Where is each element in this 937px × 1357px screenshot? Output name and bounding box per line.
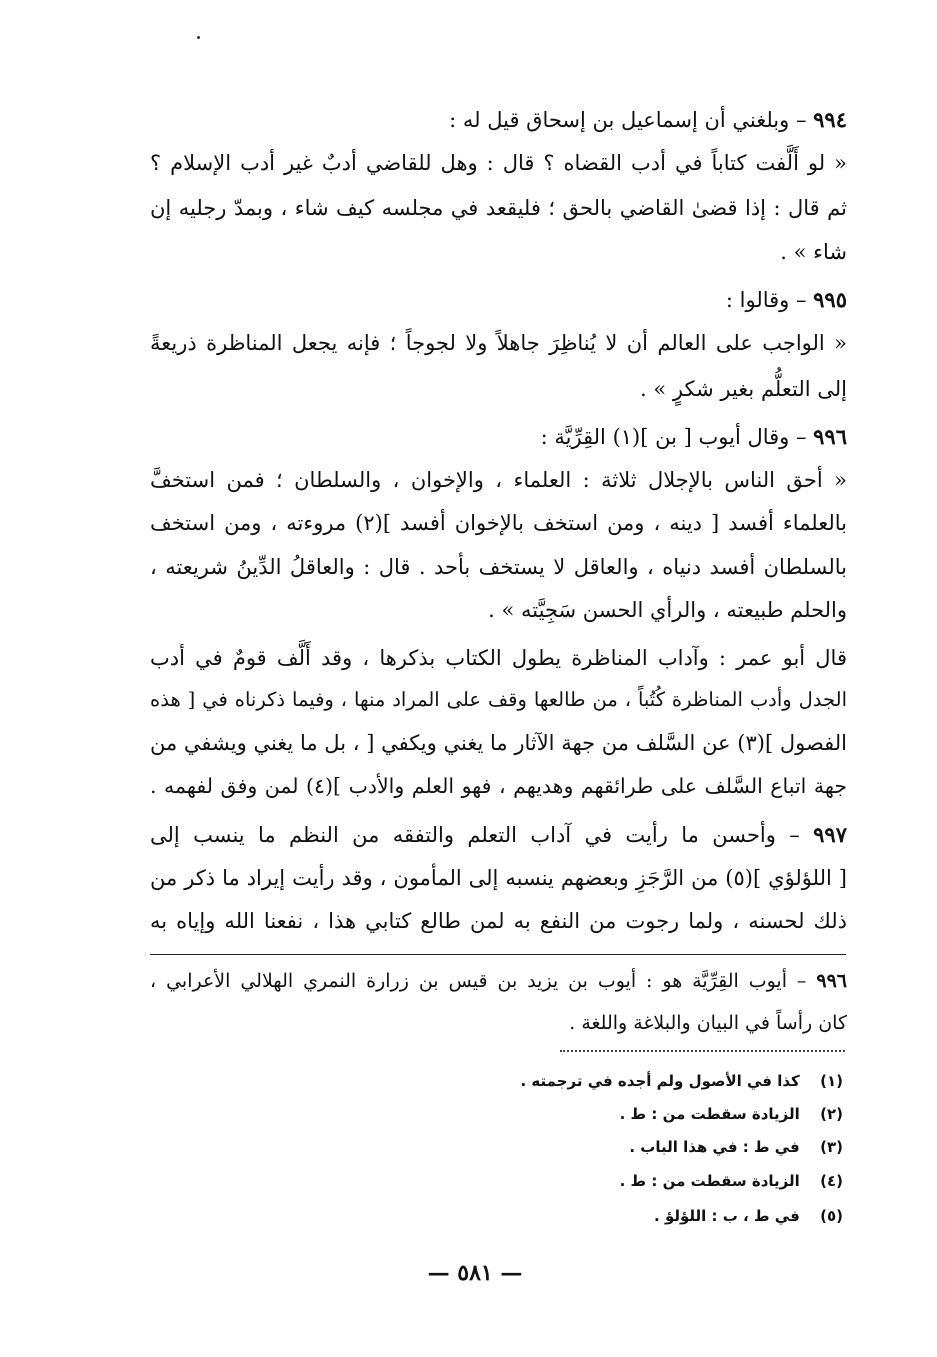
- text-line: ذلك لحسنه ، ولما رجوت من النفع به لمن طالع كتابي هذا ، نفعنا الله وإياه به: [150, 909, 847, 933]
- footnote-item: [654, 1205, 843, 1227]
- text-line: ٩٩٧ – وأحسن ما رأيت في آداب التعلم والتفقه من النظم ما ينسب إلى: [150, 822, 847, 847]
- text-line: « الواجب على العالم أن لا يُناظِرَ جاهلاً ولا لجوجاً ؛ فإنه يجعل المناظرة ذريعةً: [150, 331, 847, 355]
- text-line: « أحق الناس بالإجلال ثلاثة : العلماء ، والإخوان ، والسلطان ؛ فمن استخفَّ: [150, 468, 847, 492]
- text-line: ٩٩٤ – وبلغني أن إسماعيل بن إسحاق قيل له :: [449, 107, 847, 132]
- footnote-marker: (١): [820, 1072, 843, 1090]
- paragraph-number: ٩٩٦: [816, 970, 847, 992]
- paragraph-number: ٩٩٧: [813, 822, 847, 847]
- footnote-dotted-divider: [560, 1050, 845, 1052]
- footnote-biography-line: كان رأساً في البيان والبلاغة واللغة .: [569, 1012, 847, 1034]
- text-line: بالعلماء أفسد [ دينه ، ومن استخف بالإخوان أفسد ](٢) مروءته ، ومن استخف: [150, 511, 847, 535]
- footnote-marker: (٣): [820, 1138, 843, 1156]
- text-line: ٩٩٦ – وقال أيوب [ بن ](١) القِرِّيَّة :: [540, 424, 847, 449]
- footnote-marker: (٢): [820, 1105, 843, 1123]
- footnote-text: في ط : في هذا الباب .: [629, 1138, 800, 1156]
- text-line: شاء » .: [780, 240, 847, 264]
- text-line: والحلم طبيعته ، والرأي الحسن سَجِيَّته » .: [488, 598, 847, 622]
- footnote-item: [629, 1136, 843, 1158]
- text-line: قال أبو عمر : وآداب المناظرة يطول الكتاب بذكرها ، وقد أَلَّف قومٌ في أدب: [150, 646, 847, 670]
- footnote-item: [620, 1170, 843, 1192]
- text-line: إلى التعلُّم بغير شكرٍ » .: [640, 377, 847, 401]
- footnote-item: [521, 1070, 843, 1092]
- text-line: جهة اتباع السَّلف على طرائقهم وهديهم ، فهو العلم والأدب ](٤) لمن وفق لفهمه .: [150, 774, 847, 798]
- text-line: « لو أَلَّفت كتاباً في أدب القضاه ؟ قال : وهل للقاضي أدبٌ غير أدب الإسلام ؟: [150, 151, 847, 175]
- footnote-text: في ط ، ب : اللؤلؤ .: [654, 1207, 800, 1225]
- paragraph-number: ٩٩٤: [813, 107, 847, 132]
- text-line: ٩٩٥ – وقالوا :: [725, 287, 847, 312]
- page-number: — ٥٨١ —: [427, 1260, 523, 1286]
- footnote-text: الزيادة سقطت من : ط .: [619, 1172, 800, 1190]
- footnote-marker: (٤): [820, 1172, 843, 1190]
- paragraph-number: ٩٩٥: [813, 287, 847, 312]
- footnote-text: كذا في الأصول ولم أجده في ترجمته .: [520, 1072, 800, 1090]
- footnote-text: الزيادة سقطت من : ط .: [619, 1105, 800, 1123]
- footnote-item: [620, 1103, 843, 1125]
- text-line: [ اللؤلؤي ](٥) من الرَّجَزِ وبعضهم ينسبه إلى المأمون ، وقد رأيت إيراد ما ذكر من: [150, 866, 847, 890]
- footnote-separator: [150, 954, 846, 955]
- footnote-marker: (٥): [820, 1207, 843, 1225]
- footnote-biography-line: ٩٩٦ – أيوب القِرِّيَّة هو : أيوب بن يزيد بن قيس بن زرارة النمري الهلالي الأعرابي ،: [150, 970, 847, 992]
- text-line: ثم قال : إذا قضىٰ القاضي بالحق ؛ فليقعد في مجلسه كيف شاء ، وبمدّ رجليه إن: [150, 196, 847, 220]
- text-line: بالسلطان أفسد دنياه ، والعاقل لا يستخف بأحد . قال : والعاقلُ الدِّينُ شريعته ،: [150, 555, 847, 579]
- speck-mark: [197, 36, 200, 39]
- text-line: الجدل وأدب المناظرة كُتُباً ، من طالعها وقف على المراد منها ، وفيما ذكرناه في [ هذه: [150, 688, 847, 711]
- paragraph-number: ٩٩٦: [813, 424, 847, 449]
- text-line: الفصول ](٣) عن السَّلف من جهة الآثار ما يغني ويكفي [ ، بل ما يغني ويشفي من: [150, 731, 848, 755]
